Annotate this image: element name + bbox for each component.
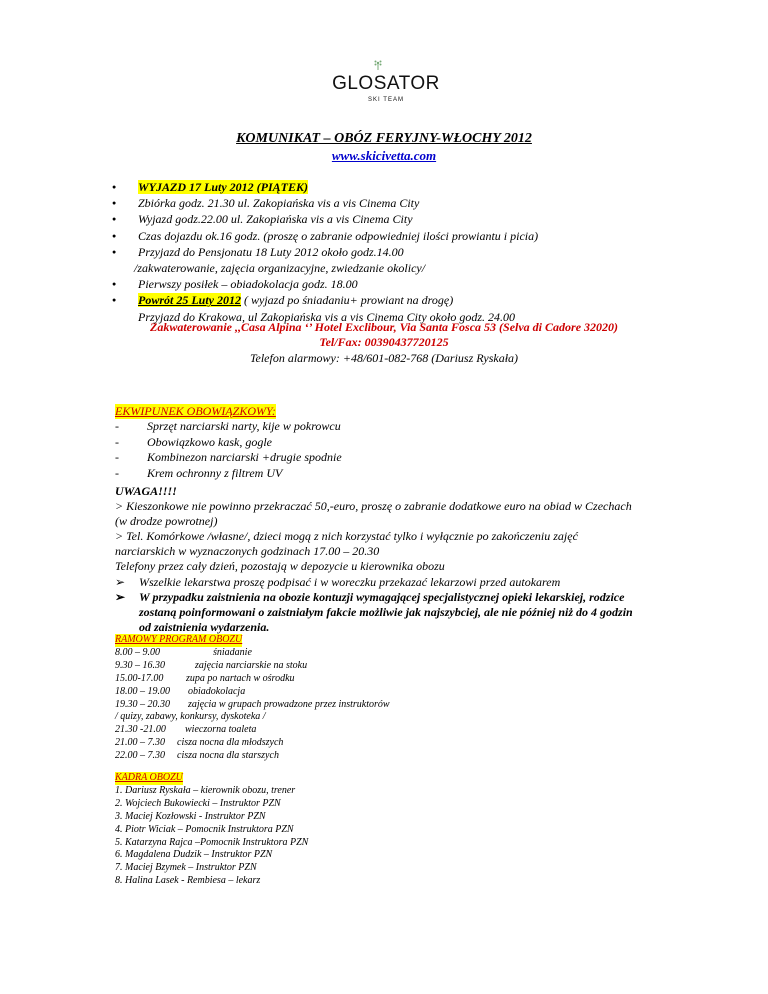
list-item: - Krem ochronny z filtrem UV — [115, 465, 283, 480]
travel-info-list — [112, 179, 538, 325]
warning-heading: UWAGA!!!! — [115, 484, 177, 498]
program-row: 21.00 – 7.30 cisza nocna dla młodszych — [115, 737, 284, 749]
document-title: KOMUNIKAT – OBÓZ FERYJNY-WŁOCHY 2012 — [236, 131, 532, 146]
accommodation-block — [0, 320, 768, 366]
list-item: ● Czas dojazdu ok.16 godz. (proszę o zabranie odpowiedniej ilości prowiantu i picia) — [112, 228, 538, 244]
list-item: - Sprzęt narciarski narty, kije w pokrowcu — [115, 419, 341, 434]
emergency-phone: Telefon alarmowy: +48/601-082-768 (Dariusz Ryskała) — [249, 350, 519, 365]
accommodation-phone: Tel/Fax: 00390437720125 — [319, 335, 449, 350]
staff-item: 1. Dariusz Ryskała – kierownik obozu, trener — [115, 784, 296, 796]
list-item-continuation: /zakwaterowanie, zajęcia organizacyjne, zwiedzanie okolicy/ — [134, 261, 426, 276]
warning-line: > Tel. Komórkowe /własne/, dzieci mogą z nich korzystać tylko i wyłącznie po zakończeniu zajęć — [115, 529, 578, 544]
list-item: ● Pierwszy posiłek – obiadokolacja godz. 18.00 — [112, 276, 538, 292]
staff-item: 2. Wojciech Bukowiecki – Instruktor PZN — [115, 797, 281, 809]
warning-arrow-item-cont: zostaną poinformowani o zaistniałym fakcie możliwie jak najszybciej, ale nie później niż do 4 godzin — [139, 604, 633, 619]
logo — [322, 63, 450, 111]
warning-section — [115, 484, 685, 635]
program-row: 22.00 – 7.30 cisza nocna dla starszych — [115, 750, 279, 762]
arrow-icon: ➢ — [115, 574, 126, 589]
list-item: - Obowiązkowo kask, gogle — [115, 434, 272, 449]
staff-item: 3. Maciej Kozłowski - Instruktor PZN — [115, 810, 266, 822]
list-item: - Kombinezon narciarski +drugie spodnie — [115, 450, 342, 465]
warning-line: > Kieszonkowe nie powinno przekraczać 50,-euro, proszę o zabranie dodatkowe euro na obiad w Czechach — [115, 499, 632, 514]
list-item: ● Zbiórka godz. 21.30 ul. Zakopiańska vis a vis Cinema City — [112, 195, 538, 211]
list-item: ● Wyjazd godz.22.00 ul. Zakopiańska vis a vis Cinema City — [112, 211, 538, 227]
program-row: 21.30 -21.00 wieczorna toaleta — [115, 724, 257, 736]
accommodation-address: Zakwaterowanie ,,Casa Alpina ‘’ Hotel Exclibour, Via Santa Fosca 53 (Selva di Cadore 32020) — [149, 320, 619, 334]
staff-item: 5. Katarzyna Rajca –Pomocnik Instruktora PZN — [115, 836, 309, 848]
staff-item: 4. Piotr Wiciak – Pomocnik Instruktora PZN — [115, 823, 294, 835]
website-link[interactable]: www.skicivetta.com — [331, 148, 437, 163]
arrow-icon: ➢ — [115, 589, 126, 604]
logo-subtext: SKI TEAM — [368, 97, 404, 103]
program-section — [115, 634, 390, 763]
program-row: 15.00-17.00 zupa po nartach w ośrodku — [115, 672, 295, 684]
warning-line: (w drodze powrotnej) — [115, 514, 218, 529]
staff-item: 7. Maciej Bzymek – Instruktor PZN — [115, 862, 257, 874]
program-row: 8.00 – 9.00 śniadanie — [115, 646, 252, 658]
list-item: ● WYJAZD 17 Luty 2012 (PIĄTEK) — [112, 179, 538, 195]
program-row: 19.30 – 20.30 zajęcia w grupach prowadzone przez instruktorów — [115, 698, 390, 710]
list-item-arrival: Przyjazd do Krakowa, ul Zakopiańska vis a vis Cinema City około godz. 24.00 — [138, 309, 515, 324]
staff-section — [115, 772, 308, 888]
staff-item: 8. Halina Lasek - Rembiesa – lekarz — [115, 875, 261, 887]
logo-text: GLOSATOR — [332, 73, 440, 94]
program-row: 9.30 – 16.30 zajęcia narciarskie na stoku — [115, 659, 308, 671]
list-item: ● Przyjazd do Pensjonatu 18 Luty 2012 około godz.14.00 — [112, 244, 538, 260]
program-heading: RAMOWY PROGRAM OBOZU — [115, 634, 243, 645]
warning-line: narciarskich w wyznaczonych godzinach 17.00 – 20.30 — [115, 544, 380, 559]
warning-arrow-item: ➢ Wszelkie lekarstwa proszę podpisać i w woreczku przekazać lekarzowi przed autokarem — [115, 574, 561, 589]
list-item-return: ● Powrót 25 Luty 2012 ( wyjazd po śniadaniu+ prowiant na drogę) — [112, 292, 538, 308]
staff-heading: KADRA OBOZU — [115, 772, 183, 783]
warning-line: Telefony przez cały dzień, pozostają w depozycie u kierownika obozu — [115, 559, 445, 574]
staff-item: 6. Magdalena Dudzik – Instruktor PZN — [115, 849, 273, 861]
warning-arrow-item: ➢ W przypadku zaistnienia na obozie kontuzji wymagającej specjalistycznej opieki lekarskiej, rodzice — [115, 589, 625, 604]
warning-arrow-item-cont: od zaistnienia wydarzenia. — [139, 619, 270, 634]
program-row: 18.00 – 19.00 obiadokolacja — [115, 685, 246, 697]
snowflake-icon — [373, 59, 383, 71]
equipment-section — [115, 404, 342, 481]
program-note: / quizy, zabawy, konkursy, dyskoteka / — [115, 711, 266, 723]
equipment-heading: EKWIPUNEK OBOWIĄZKOWY: — [115, 404, 276, 418]
